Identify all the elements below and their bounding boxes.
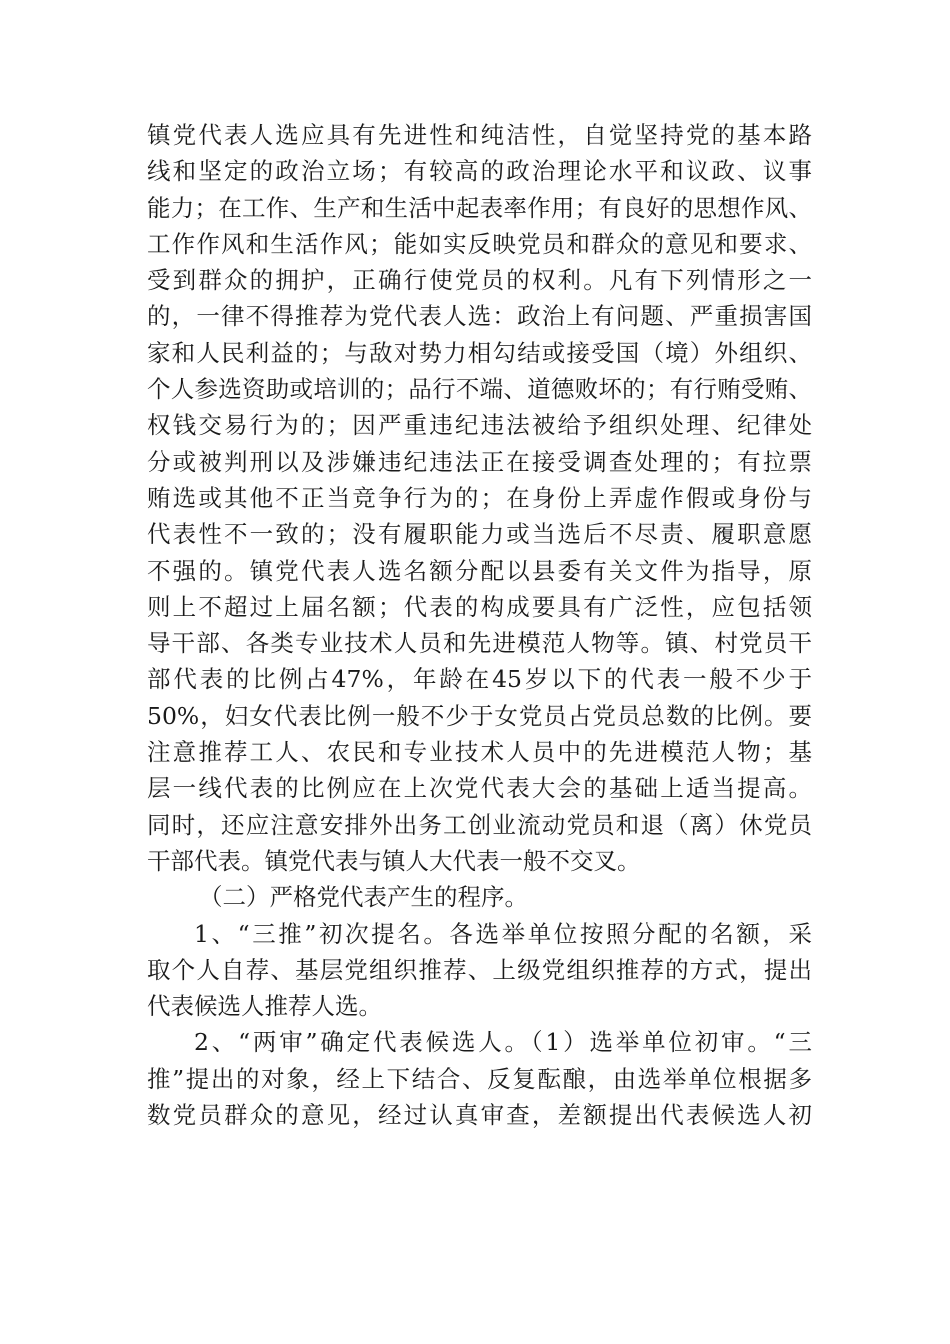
text-line: 不强的。镇党代表人选名额分配以县委有关文件为指导，原 [147,556,812,585]
text-line: 家和人民利益的；与敌对势力相勾结或接受国（境）外组织、 [147,338,812,367]
text-line: 镇党代表人选应具有先进性和纯洁性，自觉坚持党的基本路 [147,121,812,149]
text-line: 导干部、各类专业技术人员和先进模范人物等。镇、村党员干 [147,629,812,658]
text-line: 个人参选资助或培训的；品行不端、道德败坏的；有行贿受贿、 [147,375,812,404]
text-line: 权钱交易行为的；因严重违纪违法被给予组织处理、纪律处 [147,411,812,440]
text-line: 代表性不一致的；没有履职能力或当选后不尽责、履职意愿 [147,520,812,549]
document-body [147,117,812,1133]
paragraph-three-recommendations [147,916,812,1025]
text-line: 同时，还应注意安排外出务工创业流动党员和退（离）休党员 [147,810,812,839]
text-line: 工作作风和生活作风；能如实反映党员和群众的意见和要求、 [147,229,812,258]
text-line: 干部代表。镇党代表与镇人大代表一般不交叉。 [147,846,641,875]
text-line: 线和坚定的政治立场；有较高的政治理论水平和议政、议事 [147,157,812,186]
paragraph-two-reviews [147,1024,812,1133]
text-line: 的，一律不得推荐为党代表人选：政治上有问题、严重损害国 [147,302,812,331]
text-line: 1、“三推”初次提名。各选举单位按照分配的名额，采 [194,919,812,948]
text-line: 部代表的比例占47%，年龄在45岁以下的代表一般不少于 [147,665,812,694]
text-line: 贿选或其他不正当竞争行为的；在身份上弄虚作假或身份与 [147,483,812,512]
text-line: 注意推荐工人、农民和专业技术人员中的先进模范人物；基 [147,738,812,767]
text-line: 分或被判刑以及涉嫌违纪违法正在接受调查处理的；有拉票 [147,447,812,476]
text-line: 50%，妇女代表比例一般不少于女党员占党员总数的比例。要 [147,701,812,730]
text-line: 能力；在工作、生产和生活中起表率作用；有良好的思想作风、 [147,193,812,222]
text-line: 推”提出的对象，经上下结合、反复酝酿，由选举单位根据多 [147,1064,812,1093]
text-line: 受到群众的拥护，正确行使党员的权利。凡有下列情形之一 [147,266,812,295]
text-line: 则上不超过上届名额；代表的构成要具有广泛性，应包括领 [147,592,812,621]
text-line: 层一线代表的比例应在上次党代表大会的基础上适当提高。 [147,774,812,803]
text-line: 取个人自荐、基层党组织推荐、上级党组织推荐的方式，提出 [147,955,812,984]
text-line: 代表候选人推荐人选。 [147,992,382,1021]
text-line: 数党员群众的意见，经过认真审查，差额提出代表候选人初 [147,1101,812,1130]
section-heading: （二）严格党代表产生的程序。 [199,883,528,912]
paragraph-requirements [147,117,812,879]
text-line: 2、“两审”确定代表候选人。（1）选举单位初审。“三 [194,1028,812,1057]
